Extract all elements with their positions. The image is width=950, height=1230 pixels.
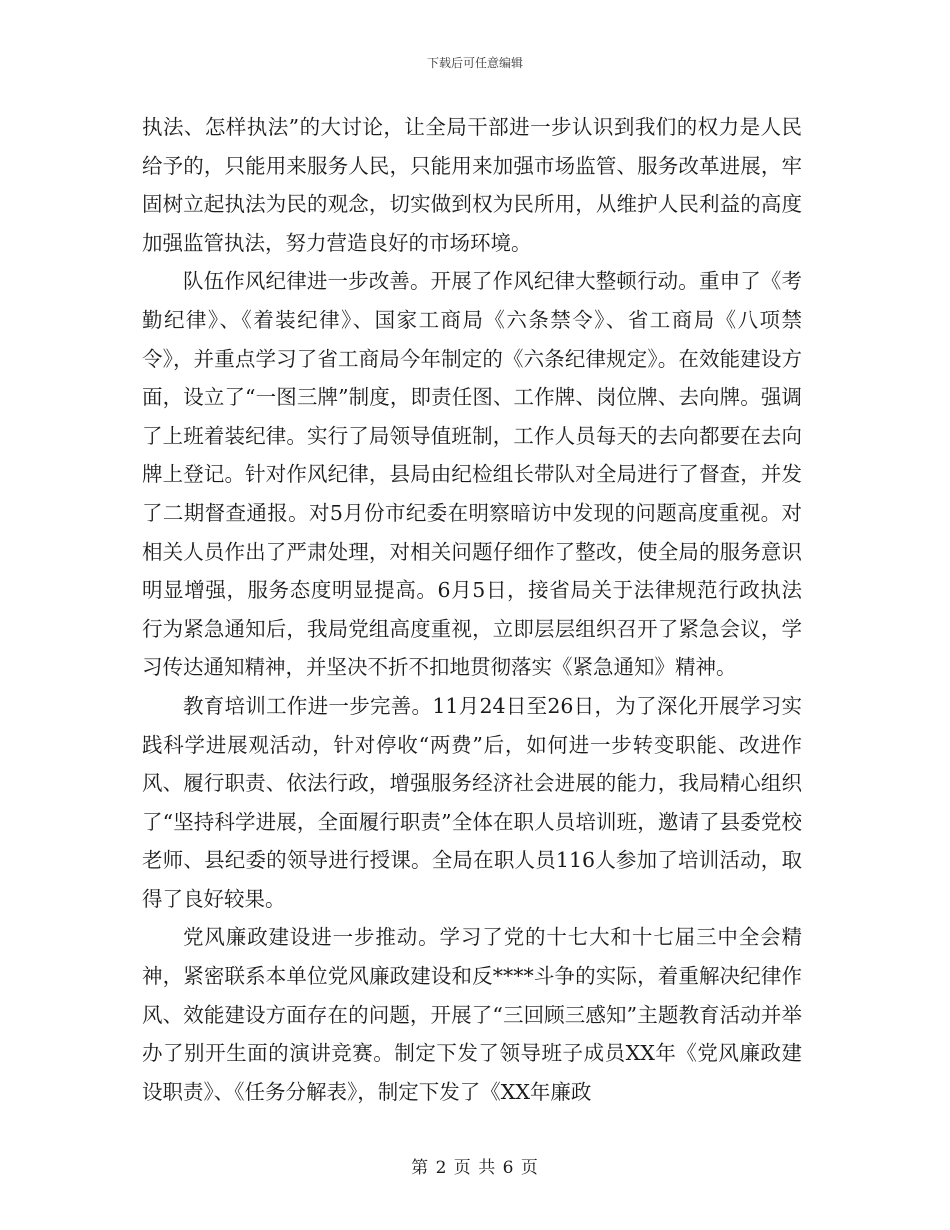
- paragraph-1: 执法、怎样执法”的大讨论，让全局干部进一步认识到我们的权力是人民给予的，只能用来服务人民，只能用来加强市场监管、服务改革进展，牢固树立起执法为民的观念，切实做到权为民所用，从维护人民利益的高度加强监管执法，努力营造良好的市场环境。: [142, 115, 802, 255]
- paragraph-3: 教育培训工作进一步完善。11月24日至26日，为了深化开展学习实践科学进展观活动，针对停收“两费”后，如何进一步转变职能、改进作风、履行职责、依法行政，增强服务经济社会进展的能力，我局精心组织了“坚持科学进展，全面履行职责”全体在职人员培训班，邀请了县委党校老师、县纪委的领导进行授课。全局在职人员116人参加了培训活动，取得了良好较果。: [142, 693, 802, 911]
- paragraph-4: 党风廉政建设进一步推动。学习了党的十七大和十七届三中全会精神，紧密联系本单位党风廉政建设和反****斗争的实际，着重解决纪律作风、效能建设方面存在的问题，开展了“三回顾三感知”主题教育活动并举办了别开生面的演讲竞赛。制定下发了领导班子成员XX年《党风廉政建设职责》、《任务分解表》，制定下发了《XX年廉政: [142, 925, 802, 1104]
- paragraph-2: 队伍作风纪律进一步改善。开展了作风纪律大整顿行动。重申了《考勤纪律》、《着装纪律》、国家工商局《六条禁令》、省工商局《八项禁令》，并重点学习了省工商局今年制定的《六条纪律规定》。在效能建设方面，设立了“一图三牌”制度，即责任图、工作牌、岗位牌、去向牌。强调了上班着装纪律。实行了局领导值班制，工作人员每天的去向都要在去向牌上登记。针对作风纪律，县局由纪检组长带队对全局进行了督查，并发了二期督查通报。对5月份市纪委在明察暗访中发现的问题高度重视。对相关人员作出了严肃处理，对相关问题仔细作了整改，使全局的服务意识明显增强，服务态度明显提高。6月5日，接省局关于法律规范行政执法行为紧急通知后，我局党组高度重视，立即层层组织召开了紧急会议，学习传达通知精神，并坚决不折不扣地贯彻落实《紧急通知》精神。: [142, 269, 802, 680]
- document-body: [142, 108, 802, 1111]
- page-header-note: 下载后可任意编辑: [426, 56, 523, 70]
- page-number: 第 2 页 共 6 页: [411, 1158, 539, 1178]
